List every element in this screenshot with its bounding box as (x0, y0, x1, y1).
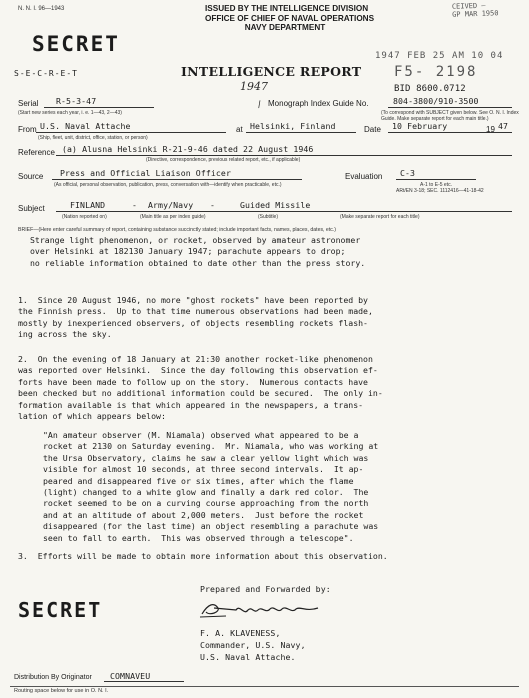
report-title: INTELLIGENCE REPORT (181, 64, 362, 79)
signer-rank: Commander, U.S. Navy, (200, 640, 306, 650)
handwritten-year: 1947 (240, 80, 268, 93)
subject-label: Subject (18, 204, 45, 213)
handwritten-signature (196, 598, 336, 622)
monograph-label: Monograph Index Guide No. (268, 99, 369, 108)
subject-note-main: (Main title as per index guide) (140, 214, 206, 220)
secret-marking-bottom: SECRET (18, 598, 103, 622)
reference-value: (a) Alusna Helsinki R-21-9-46 dated 22 August 1946 (62, 144, 314, 154)
prepared-forwarded-label: Prepared and Forwarded by: (200, 584, 331, 594)
issuer-line-2: OFFICE OF CHIEF OF NAVAL OPERATIONS (205, 13, 375, 23)
date-century: 19 (486, 125, 495, 134)
from-value: U.S. Naval Attache (40, 121, 131, 131)
at-label: at (236, 125, 243, 134)
subject-main-title: Army/Navy (148, 200, 194, 210)
source-value: Press and Official Liaison Officer (60, 168, 231, 178)
subject-country: FINLAND (70, 200, 106, 210)
bid-number: BID 8600.0712 (394, 84, 466, 94)
issuer-line-3: NAVY DEPARTMENT (244, 23, 326, 32)
serial-label: Serial (18, 99, 39, 108)
source-label: Source (18, 172, 44, 181)
secret-marking-sub: S-E-C-R-E-T (14, 69, 78, 78)
date-stamp: 1947 FEB 25 AM 10 04 (375, 51, 504, 61)
distribution-value: COMNAVEU (110, 671, 151, 681)
date-year: 47 (498, 121, 509, 131)
form-number: N. N. I. 96—1943 (18, 6, 65, 12)
evaluation-value: C-3 (400, 168, 416, 178)
issuer-line-1: ISSUED BY THE INTELLIGENCE DIVISION (205, 4, 369, 13)
handwritten-mark: / (257, 99, 262, 111)
date-label: Date (364, 125, 381, 134)
subject-note-separate: (Make separate report for each title) (340, 214, 420, 220)
monograph-value: 804-3800/910-3500 (393, 96, 479, 106)
evaluation-note-2: ARt/EN 3-18; SEC. 1112416—41-18-42 (396, 188, 484, 194)
evaluation-note-1: A-1 to E-5 etc. (420, 182, 452, 188)
quoted-translation: "An amateur observer (M. Niamala) observed what appeared to be a rocket at 2130 on Saturday evening. Mr. Niamala, who was working at the Ursa Observatory, claims he saw a clear yellow light which was visible for almost 10 seconds, at three second intervals. It ap- peared and disappeared five or six times, after which the flame (light) changed to a white glow and finally a dark red color. The rocket seemed to be on a curving course approaching from the north and at an altitude of about 2,000 meters. Just before the rocket disappeared (for the last time) an object resembling a parachute was seen to fall to earth. This was observed through a telescope". (43, 430, 379, 543)
subject-separator-1: - (132, 200, 138, 210)
distribution-label: Distribution By Originator (14, 674, 92, 681)
subject-note-nation: (Nation reported on) (62, 214, 107, 220)
brief-summary: Strange light phenomenon, or rocket, observed by amateur astronomer over Helsinki at 182130 January 1947; parachute appears to drop; no reliable information obtained to date other than the press story. (30, 235, 366, 268)
reference-label: Reference (18, 148, 55, 157)
signer-name: F. A. KLAVENESS, (200, 628, 281, 638)
reference-note: (Directive, correspondence, previous related report, etc., if applicable) (146, 157, 301, 163)
serial-note: (Start new series each year, i. e. 1—43, 2—43) (18, 110, 122, 116)
subject-note-sub: (Subtitle) (258, 214, 279, 220)
brief-note: BRIEF—(Here enter careful summary of report, containing substance succinctly stated; include important facts, names, places, dates, etc.) (18, 227, 337, 233)
issuer-block (205, 4, 375, 33)
serial-value: R-5-3-47 (56, 96, 97, 106)
paragraph-2: 2. On the evening of 18 January at 21:30 another rocket-like phenomenon was reported over Helsinki. Since the day following this observation ef- forts have been made to follow up on the story. Numerous contacts have been checked but no additional information could be secured. The only in- formation available is that which appeared in the newspapers, a trans- lation of which appears below: (18, 354, 383, 422)
from-label: From (18, 125, 37, 134)
from-note: (Ship, fleet, unit, district, office, station, or person) (38, 135, 148, 141)
paragraph-3: 3. Efforts will be made to obtain more information about this observation. (18, 551, 388, 561)
secret-marking-top: SECRET (32, 32, 120, 56)
at-value: Helsinki, Finland (250, 121, 336, 131)
monograph-note: (To correspond with SUBJECT given below. See O. N. I. Index Guide. Make separate report for each main title.) (381, 110, 519, 122)
subject-subtitle: Guided Missile (240, 200, 311, 210)
date-value: 10 February (392, 121, 448, 131)
report-number: F5- 2198 (394, 64, 478, 80)
received-stamp: CEIVED — GP MAR 1950 (451, 1, 499, 19)
source-note: (As official, personal observation, publication, press, conversation with—identify when practicable, etc.) (54, 182, 282, 188)
evaluation-label: Evaluation (345, 172, 383, 181)
signer-title: U.S. Naval Attache. (200, 652, 296, 662)
paragraph-1: 1. Since 20 August 1946, no more "ghost rockets" have been reported by the Finnish press. Up to that time numerous observations had been made, mostly by inexperienced observers, of objects resembling rockets flash- ing across the sky. (18, 295, 373, 340)
subject-separator-2: - (210, 200, 216, 210)
routing-note: Routing space below for use in O. N. I. (14, 688, 109, 694)
